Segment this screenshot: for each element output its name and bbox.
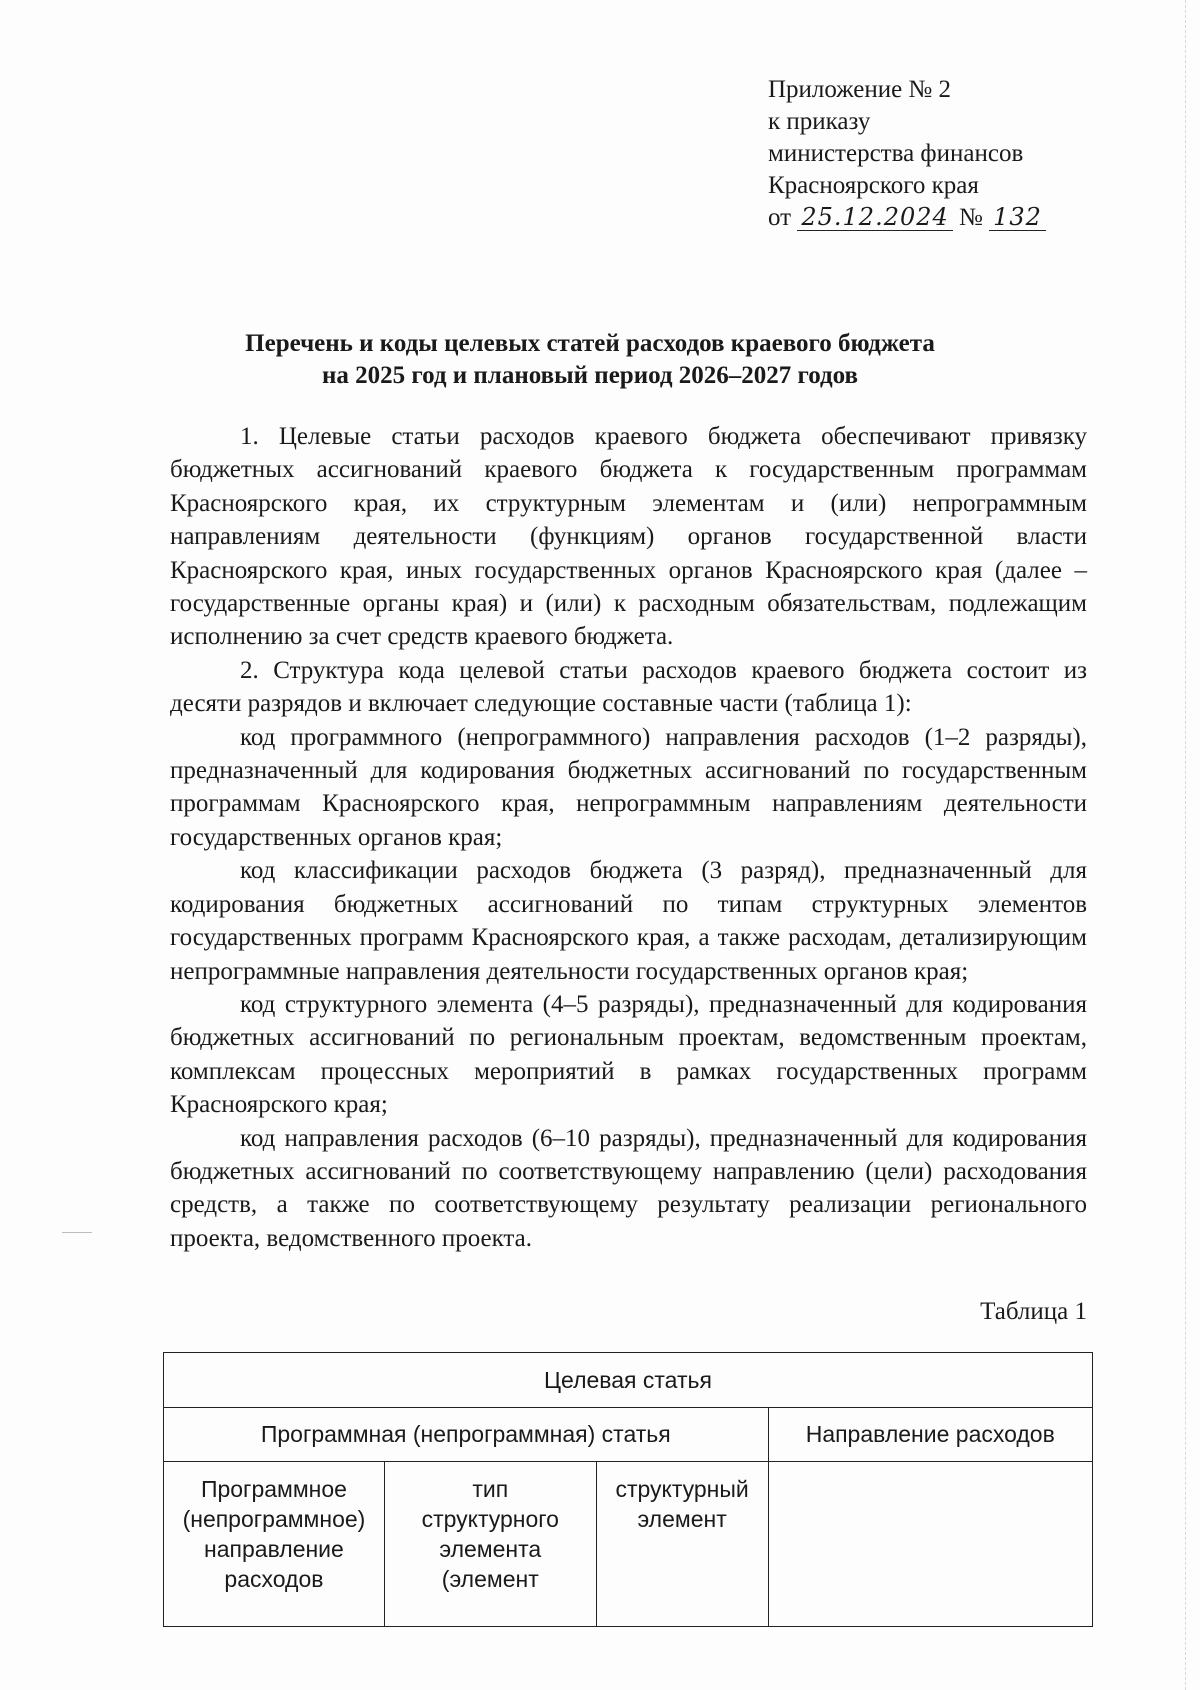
title-line: Перечень и коды целевых статей расходов краевого бюджета: [245, 330, 935, 357]
handwritten-number: 132: [989, 204, 1046, 231]
code-structure-table: [163, 1352, 1093, 1627]
table-header-program-article: Программная (непрограммная) статья: [164, 1408, 769, 1462]
table-cell-element-type: тип структурного элемента (элемент: [384, 1462, 596, 1627]
paragraph: код программного (непрограммного) направления расходов (1–2 разряды), предназначенный для кодирования бюджетных ассигнований по государственным программам Красноярского края, непрограммным направлениям деятельности государственных органов края;: [170, 723, 1087, 851]
appendix-header: [768, 74, 1046, 234]
paragraph: код классификации расходов бюджета (3 разряд), предназначенный для кодирования бюджетных ассигнований по типам структурных элементов государственных программ Красноярского края, а также расходам, детализирующим непрограммные направления деятельности государственных органов края;: [170, 857, 1087, 985]
table-header-target-article: Целевая статья: [164, 1353, 1093, 1408]
margin-mark: [62, 1232, 92, 1233]
scan-edge-line: [1184, 0, 1186, 1690]
appendix-line: министерства финансов: [768, 140, 1024, 167]
paragraph: 1. Целевые статьи расходов краевого бюджета обеспечивают привязку бюджетных ассигнований краевого бюджета к государственным программам Красноярского края, их структурным элементам и (или) непрограммным направлениям деятельности (функциям) органов государственной власти Красноярского края, иных государственных органов Красноярского края (далее – государственные органы края) и (или) к расходным обязательствам, подлежащим исполнению за счет средств краевого бюджета.: [170, 423, 1087, 651]
paragraph: код направления расходов (6–10 разряды), предназначенный для кодирования бюджетных ассигнований по соответствующему направлению (цели) расходования средств, а также по соответствующему результату реализации регионального проекта, ведомственного проекта.: [170, 1124, 1087, 1252]
date-prefix: от: [768, 204, 792, 231]
title-line: на 2025 год и плановый период 2026–2027 годов: [321, 362, 859, 389]
table-cell-expense-direction-empty: [768, 1462, 1092, 1627]
document-body: [170, 420, 1087, 1255]
order-date-line: [768, 202, 1046, 234]
number-prefix: №: [959, 204, 983, 231]
paragraph: 2. Структура кода целевой статьи расходов краевого бюджета состоит из десяти разрядов и включает следующие составные части (таблица 1):: [170, 656, 1087, 718]
appendix-line: к приказу: [768, 108, 871, 135]
appendix-line: Красноярского края: [768, 172, 979, 199]
table-header-expense-direction: Направление расходов: [768, 1408, 1092, 1462]
handwritten-date: 25.12.2024: [797, 204, 952, 231]
table-caption: Таблица 1: [980, 1298, 1087, 1325]
document-title: [150, 328, 1030, 392]
paragraph: код структурного элемента (4–5 разряды), предназначенный для кодирования бюджетных ассигнований по региональным проектам, ведомственным проектам, комплексам процессных мероприятий в рамках государственных программ Красноярского края;: [170, 990, 1087, 1119]
table-cell-program-direction: Программное (непрограммное) направление расходов: [164, 1462, 385, 1627]
table-cell-structural-element: структурный элемент: [596, 1462, 768, 1627]
appendix-line: Приложение № 2: [768, 76, 952, 103]
